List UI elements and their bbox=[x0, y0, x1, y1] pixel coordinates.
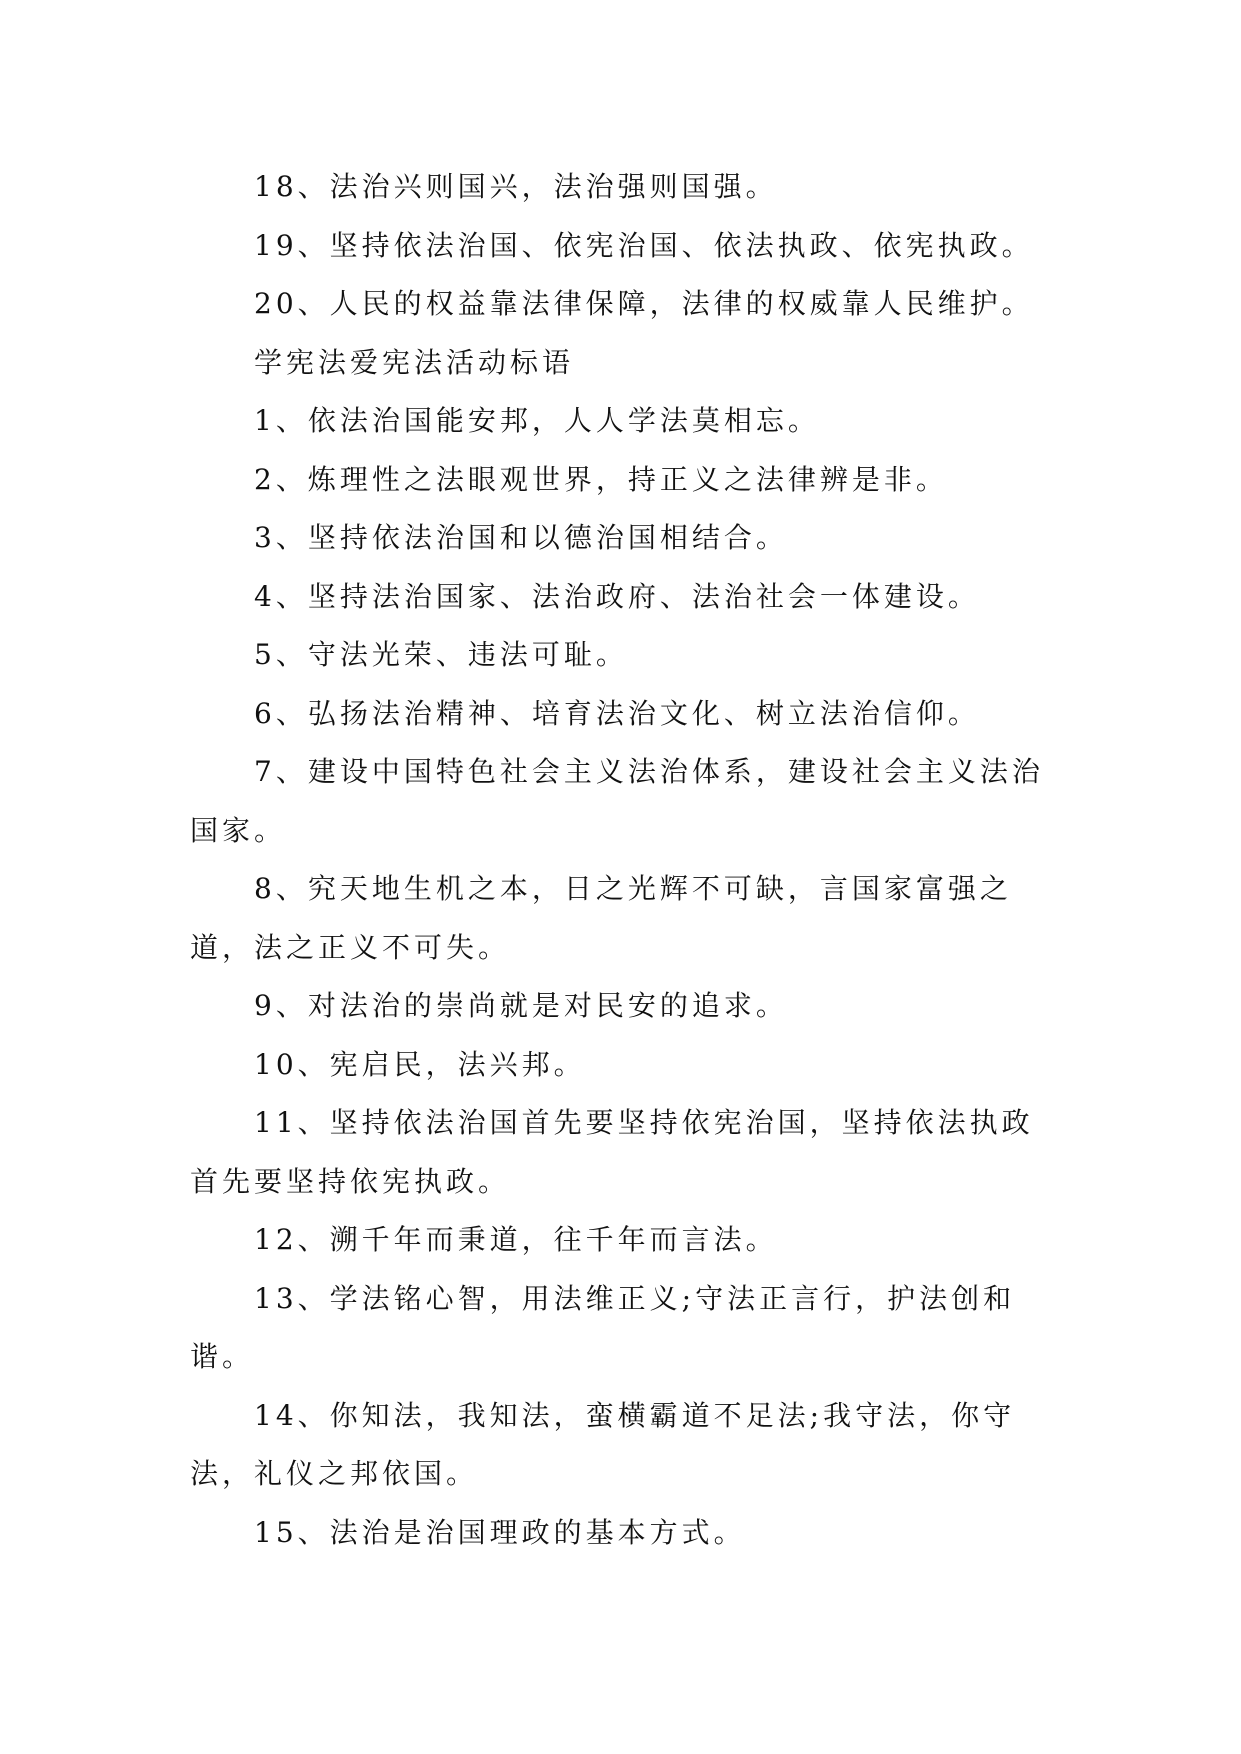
paragraph: 4、坚持法治国家、法治政府、法治社会一体建设。 bbox=[254, 579, 980, 613]
paragraph: 2、炼理性之法眼观世界，持正义之法律辨是非。 bbox=[254, 462, 948, 496]
paragraph: 3、坚持依法治国和以德治国相结合。 bbox=[254, 521, 788, 554]
paragraph: 11、坚持依法治国首先要坚持依宪治国，坚持依法执政首先要坚持依宪执政。 bbox=[190, 1106, 1034, 1198]
paragraph: 18、法治兴则国兴，法治强则国强。 bbox=[254, 170, 778, 203]
paragraph: 7、建设中国特色社会主义法治体系，建设社会主义法治国家。 bbox=[190, 755, 1044, 847]
document-body bbox=[190, 158, 1050, 1562]
paragraph: 19、坚持依法治国、依宪治国、依法执政、依宪执政。 bbox=[254, 228, 1034, 262]
paragraph: 20、人民的权益靠法律保障，法律的权威靠人民维护。 bbox=[254, 287, 1034, 320]
paragraph: 1、依法治国能安邦，人人学法莫相忘。 bbox=[254, 404, 820, 437]
paragraph: 12、溯千年而秉道，往千年而言法。 bbox=[254, 1223, 778, 1256]
paragraph: 10、宪启民，法兴邦。 bbox=[254, 1047, 586, 1081]
section-heading: 学宪法爱宪法活动标语 bbox=[254, 345, 575, 379]
paragraph: 5、守法光荣、违法可耻。 bbox=[254, 638, 628, 671]
paragraph: 15、法治是治国理政的基本方式。 bbox=[254, 1515, 746, 1549]
paragraph: 6、弘扬法治精神、培育法治文化、树立法治信仰。 bbox=[254, 696, 980, 730]
paragraph: 13、学法铭心智，用法维正义;守法正言行，护法创和谐。 bbox=[190, 1281, 1016, 1373]
paragraph: 14、你知法，我知法，蛮横霸道不足法;我守法，你守法，礼仪之邦依国。 bbox=[190, 1398, 1016, 1490]
paragraph: 9、对法治的崇尚就是对民安的追求。 bbox=[254, 989, 788, 1022]
paragraph: 8、究天地生机之本，日之光辉不可缺，言国家富强之道，法之正义不可失。 bbox=[190, 872, 1012, 964]
